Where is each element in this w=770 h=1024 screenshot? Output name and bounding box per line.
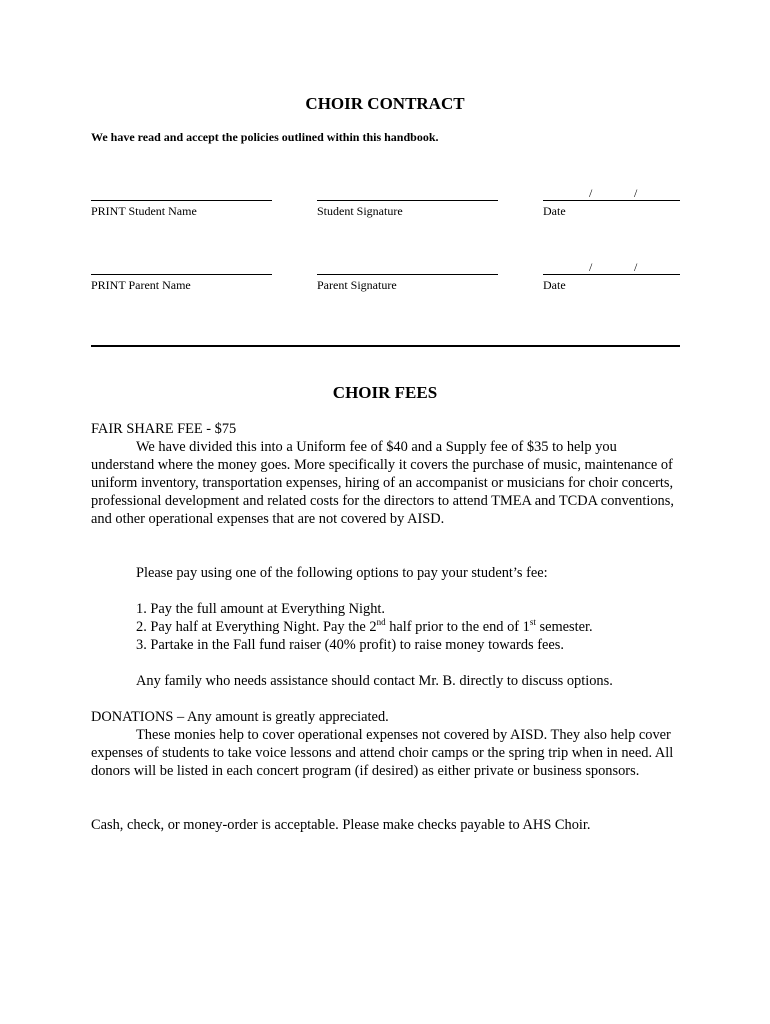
student-signature-label: Student Signature — [317, 204, 403, 218]
date-separator: / — [634, 260, 638, 274]
assistance-note: Any family who needs assistance should contact Mr. B. directly to discuss options. — [136, 673, 613, 689]
student-name-line[interactable] — [91, 200, 272, 201]
ordinal-suffix: st — [529, 617, 536, 628]
donations-section — [91, 708, 681, 780]
acceptance-statement: We have read and accept the policies outlined within this handbook. — [91, 130, 439, 144]
parent-date-line[interactable] — [543, 274, 680, 275]
contract-title: CHOIR CONTRACT — [305, 94, 465, 113]
payment-option-text: 2. Pay half at Everything Night. Pay the 2 — [136, 619, 377, 635]
payment-option-text: half prior to the end of 1 — [385, 619, 530, 635]
date-separator: / — [634, 186, 638, 200]
section-divider — [91, 345, 680, 347]
ordinal-suffix: nd — [376, 617, 386, 628]
parent-date-label: Date — [543, 278, 566, 292]
parent-name-line[interactable] — [91, 274, 272, 275]
payment-option-text: 3. Partake in the Fall fund raiser (40% profit) to raise money towards fees. — [136, 637, 564, 653]
payment-option-text: semester. — [535, 619, 593, 635]
pay-intro: Please pay using one of the following options to pay your student’s fee: — [136, 565, 548, 581]
payment-option-text: 1. Pay the full amount at Everything Night. — [136, 601, 385, 617]
student-name-label: PRINT Student Name — [91, 204, 197, 218]
fair-share-section — [91, 420, 681, 528]
parent-signature-label: Parent Signature — [317, 278, 397, 292]
payment-options-list — [136, 600, 696, 654]
payment-option — [136, 618, 696, 636]
student-signature-line[interactable] — [317, 200, 498, 201]
parent-signature-line[interactable] — [317, 274, 498, 275]
fees-title: CHOIR FEES — [332, 383, 438, 402]
donations-heading: DONATIONS – Any amount is greatly appreciated. — [91, 709, 389, 725]
student-date-line[interactable] — [543, 200, 680, 201]
donations-body: These monies help to cover operational expenses not covered by AISD. They also help cover expenses of students to take voice lessons and attend choir camps or the spring trip when in need. All donors will be listed in each concert program (if desired) as either private or business sponsors. — [91, 727, 674, 779]
date-separator: / — [589, 260, 593, 274]
parent-name-label: PRINT Parent Name — [91, 278, 191, 292]
payment-note: Cash, check, or money-order is acceptable. Please make checks payable to AHS Choir. — [91, 817, 591, 833]
fair-share-heading: FAIR SHARE FEE - $75 — [91, 421, 237, 437]
date-separator: / — [589, 186, 593, 200]
student-date-label: Date — [543, 204, 566, 218]
fair-share-body: We have divided this into a Uniform fee of $40 and a Supply fee of $35 to help you understand where the money goes. More specifically it covers the purchase of music, maintenance of uniform inventory, transportation expenses, hiring of an accompanist or musicians for choir concerts, professional development and related costs for the directors to attend TMEA and TCDA conventions, and other operational expenses that are not covered by AISD. — [91, 439, 674, 527]
payment-option — [136, 636, 696, 654]
payment-option — [136, 600, 696, 618]
